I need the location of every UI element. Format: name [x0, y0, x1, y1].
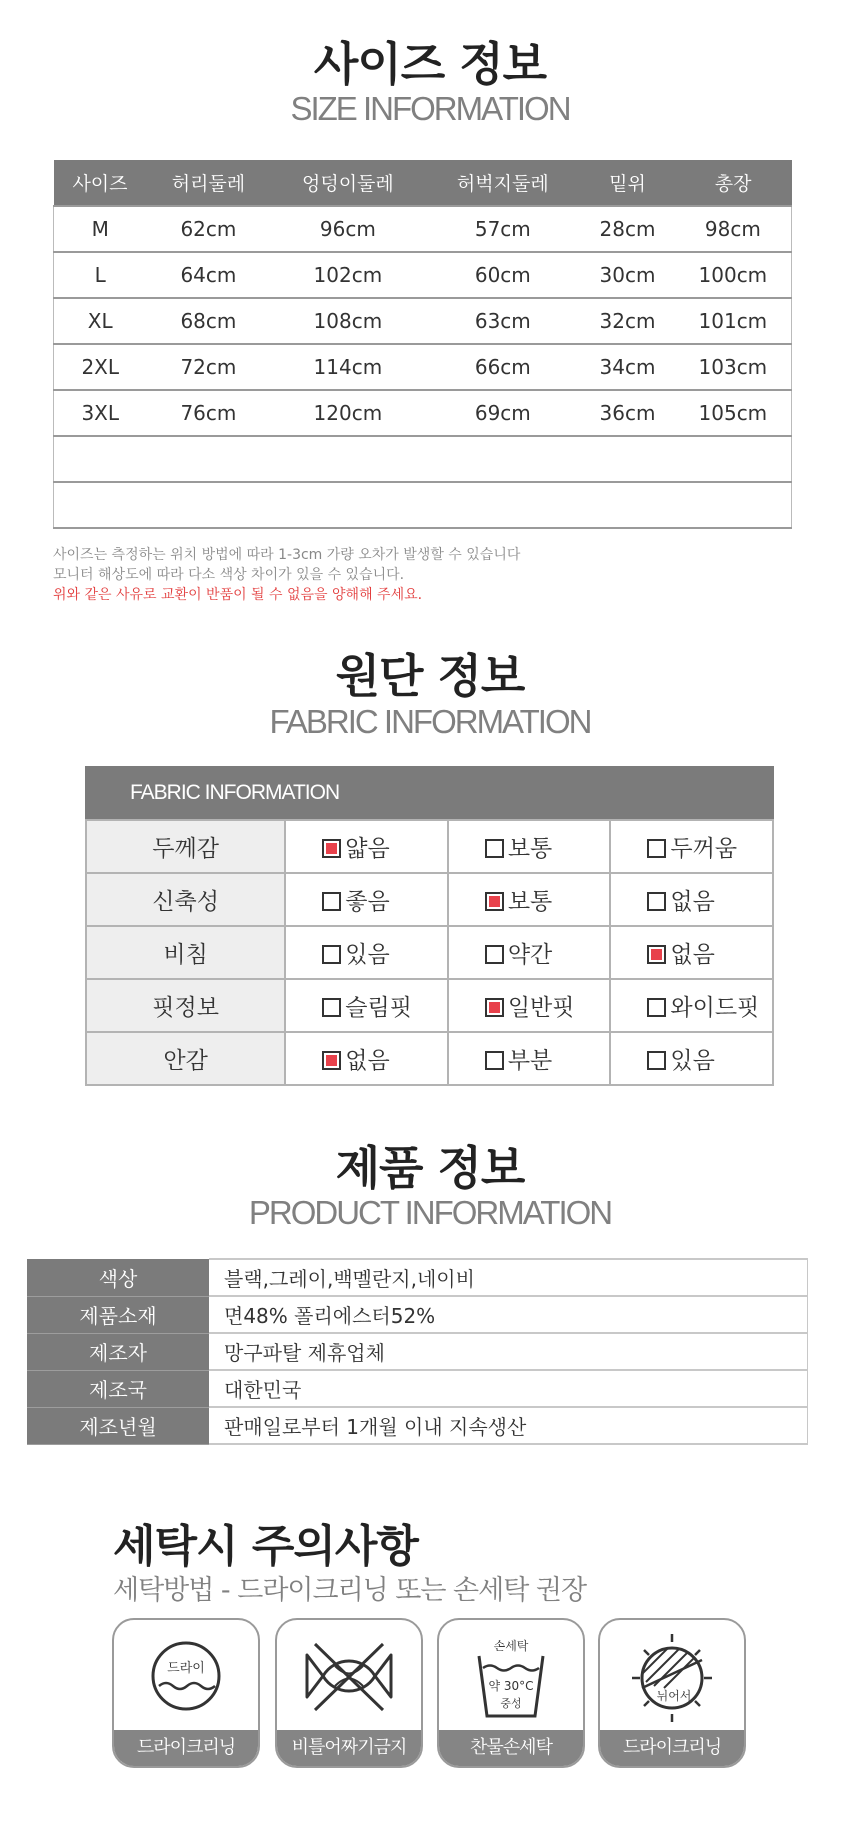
checked-checkbox-icon — [485, 998, 504, 1017]
size-warning-note: 위와 같은 사유로 교환이 반품이 될 수 없음을 양해해 주세요. — [53, 587, 423, 603]
size-value-cell: 60cm — [425, 252, 580, 298]
checked-checkbox-icon — [485, 892, 504, 911]
size-col-header: 허벅지둘레 — [425, 160, 580, 206]
size-value-cell: 98cm — [675, 206, 792, 252]
product-key: 색상 — [27, 1259, 209, 1296]
wash-card-caption: 드라이크리닝 — [600, 1730, 744, 1766]
size-value-cell: 32cm — [580, 298, 674, 344]
size-label-cell — [54, 482, 147, 528]
fabric-option-label: 얇음 — [345, 836, 390, 862]
wash-card-caption: 찬물손세탁 — [439, 1730, 583, 1766]
wash-subtitle: 세탁방법 - 드라이크리닝 또는 손세탁 권장 — [113, 1575, 587, 1606]
unchecked-checkbox-icon — [647, 839, 666, 858]
dry-clean-icon — [114, 1620, 258, 1730]
fabric-option — [448, 873, 611, 926]
size-table-row — [54, 206, 792, 252]
fabric-attribute-label: 안감 — [86, 1032, 285, 1085]
fabric-option-label: 두꺼움 — [670, 836, 738, 862]
size-value-cell: 69cm — [425, 390, 580, 436]
size-label-cell: 3XL — [54, 390, 147, 436]
product-value: 망구파탈 제휴업체 — [209, 1333, 808, 1370]
fabric-option — [448, 820, 611, 873]
size-label-cell: 2XL — [54, 344, 147, 390]
checked-checkbox-icon — [322, 839, 341, 858]
fabric-option — [285, 926, 448, 979]
size-value-cell — [425, 482, 580, 528]
unchecked-checkbox-icon — [322, 945, 341, 964]
fabric-subtitle: FABRIC INFORMATION — [269, 703, 591, 740]
fabric-row — [86, 926, 773, 979]
fabric-option-label: 보통 — [507, 836, 553, 862]
size-value-cell — [580, 436, 674, 482]
product-value: 면48% 폴리에스터52% — [209, 1296, 808, 1333]
fabric-option — [285, 1032, 448, 1085]
size-value-cell — [580, 482, 674, 528]
fabric-option — [285, 820, 448, 873]
size-value-cell: 114cm — [270, 344, 425, 390]
size-label-cell: M — [54, 206, 147, 252]
fabric-table — [85, 766, 774, 1086]
size-value-cell: 96cm — [270, 206, 425, 252]
fabric-option-label: 좋음 — [345, 889, 390, 915]
product-title: 제품 정보 — [335, 1141, 525, 1195]
size-value-cell: 68cm — [146, 298, 270, 344]
size-value-cell: 76cm — [146, 390, 270, 436]
fabric-option-label: 없음 — [670, 942, 715, 968]
size-value-cell: 34cm — [580, 344, 674, 390]
unchecked-checkbox-icon — [647, 998, 666, 1017]
hand-wash-icon — [439, 1620, 583, 1730]
size-col-header: 사이즈 — [54, 160, 147, 206]
size-col-header: 밑위 — [580, 160, 674, 206]
size-value-cell: 57cm — [425, 206, 580, 252]
size-table-row — [54, 298, 792, 344]
fabric-option-label: 부분 — [507, 1048, 553, 1074]
product-row — [27, 1259, 808, 1296]
product-subtitle: PRODUCT INFORMATION — [248, 1194, 612, 1231]
fabric-row — [86, 820, 773, 873]
product-key: 제품소재 — [27, 1296, 209, 1333]
size-value-cell: 66cm — [425, 344, 580, 390]
size-table-row — [54, 252, 792, 298]
size-value-cell: 62cm — [146, 206, 270, 252]
size-table-row — [54, 390, 792, 436]
product-table — [27, 1258, 808, 1445]
size-subtitle: SIZE INFORMATION — [290, 90, 570, 127]
fabric-option-label: 없음 — [345, 1048, 390, 1074]
shade-dry-icon-label: 뉘어서 — [656, 1689, 692, 1703]
fabric-option — [448, 1032, 611, 1085]
size-value-cell: 120cm — [270, 390, 425, 436]
size-label-cell: L — [54, 252, 147, 298]
product-value: 블랙,그레이,백멜란지,네이비 — [209, 1259, 808, 1296]
fabric-option — [448, 979, 611, 1032]
size-value-cell: 28cm — [580, 206, 674, 252]
size-note: 사이즈는 측정하는 위치 방법에 따라 1-3cm 가량 오차가 발생할 수 있습니다 — [53, 547, 521, 563]
product-key: 제조년월 — [27, 1407, 209, 1444]
size-value-cell: 103cm — [675, 344, 792, 390]
product-row — [27, 1370, 808, 1407]
fabric-option-label: 있음 — [345, 942, 390, 968]
product-row — [27, 1407, 808, 1444]
size-col-header: 허리둘레 — [146, 160, 270, 206]
size-value-cell: 36cm — [580, 390, 674, 436]
dry-clean-icon-label: 드라이 — [167, 1661, 205, 1676]
fabric-attribute-label: 두께감 — [86, 820, 285, 873]
fabric-title: 원단 정보 — [335, 649, 525, 703]
size-value-cell — [146, 436, 270, 482]
size-table — [53, 160, 792, 529]
size-value-cell — [675, 436, 792, 482]
fabric-option — [610, 1032, 773, 1085]
fabric-attribute-label: 핏정보 — [86, 979, 285, 1032]
fabric-table-header: FABRIC INFORMATION — [85, 766, 774, 819]
size-table-row — [54, 344, 792, 390]
product-value: 판매일로부터 1개월 이내 지속생산 — [209, 1407, 808, 1444]
hand-wash-temp-label: 약 30°C — [488, 1679, 534, 1693]
size-table-row — [54, 482, 792, 528]
unchecked-checkbox-icon — [485, 1051, 504, 1070]
product-key: 제조자 — [27, 1333, 209, 1370]
fabric-option — [285, 979, 448, 1032]
checked-checkbox-icon — [322, 1051, 341, 1070]
checked-checkbox-icon — [647, 945, 666, 964]
wash-card-dry-clean — [112, 1618, 260, 1768]
fabric-option-label: 슬림핏 — [345, 995, 412, 1021]
size-col-header: 총장 — [675, 160, 792, 206]
fabric-option — [448, 926, 611, 979]
unchecked-checkbox-icon — [485, 945, 504, 964]
fabric-option-label: 약간 — [507, 942, 553, 968]
product-value: 대한민국 — [209, 1370, 808, 1407]
fabric-option-label: 있음 — [670, 1048, 715, 1074]
hand-wash-neutral-label: 중성 — [500, 1697, 522, 1710]
size-value-cell: 72cm — [146, 344, 270, 390]
fabric-option — [610, 926, 773, 979]
size-value-cell: 105cm — [675, 390, 792, 436]
size-table-header — [54, 160, 792, 206]
size-label-cell — [54, 436, 147, 482]
unchecked-checkbox-icon — [647, 892, 666, 911]
fabric-option-label: 없음 — [670, 889, 715, 915]
size-value-cell — [675, 482, 792, 528]
wash-card-caption: 드라이크리닝 — [114, 1730, 258, 1766]
size-value-cell: 30cm — [580, 252, 674, 298]
unchecked-checkbox-icon — [322, 892, 341, 911]
unchecked-checkbox-icon — [647, 1051, 666, 1070]
size-value-cell: 101cm — [675, 298, 792, 344]
wash-card-caption: 비틀어짜기금지 — [277, 1730, 421, 1766]
fabric-option-label: 일반핏 — [507, 995, 575, 1021]
size-value-cell — [270, 436, 425, 482]
fabric-row — [86, 979, 773, 1032]
wash-card-hand-wash — [437, 1618, 585, 1768]
size-value-cell: 108cm — [270, 298, 425, 344]
size-col-header: 엉덩이둘레 — [270, 160, 425, 206]
shade-dry-icon — [600, 1620, 744, 1730]
unchecked-checkbox-icon — [322, 998, 341, 1017]
product-row — [27, 1296, 808, 1333]
fabric-option-label: 와이드핏 — [670, 995, 760, 1021]
fabric-attribute-label: 비침 — [86, 926, 285, 979]
fabric-row — [86, 873, 773, 926]
size-label-cell: XL — [54, 298, 147, 344]
unchecked-checkbox-icon — [485, 839, 504, 858]
wash-card-shade-dry — [598, 1618, 746, 1768]
size-value-cell — [146, 482, 270, 528]
hand-wash-icon-label: 손세탁 — [493, 1639, 529, 1653]
size-value-cell: 100cm — [675, 252, 792, 298]
fabric-option-label: 보통 — [507, 889, 553, 915]
wash-title: 세탁시 주의사항 — [113, 1521, 418, 1572]
fabric-attribute-label: 신축성 — [86, 873, 285, 926]
fabric-option — [610, 820, 773, 873]
size-value-cell — [270, 482, 425, 528]
size-value-cell: 102cm — [270, 252, 425, 298]
size-value-cell — [425, 436, 580, 482]
size-table-row — [54, 436, 792, 482]
fabric-option — [610, 979, 773, 1032]
size-value-cell: 64cm — [146, 252, 270, 298]
fabric-option — [285, 873, 448, 926]
fabric-row — [86, 1032, 773, 1085]
product-row — [27, 1333, 808, 1370]
wash-card-no-wring — [275, 1618, 423, 1768]
size-value-cell: 63cm — [425, 298, 580, 344]
size-title: 사이즈 정보 — [313, 37, 547, 91]
no-wring-icon — [277, 1620, 421, 1730]
size-note: 모니터 해상도에 따라 다소 색상 차이가 있을 수 있습니다. — [53, 567, 405, 583]
fabric-option — [610, 873, 773, 926]
product-key: 제조국 — [27, 1370, 209, 1407]
